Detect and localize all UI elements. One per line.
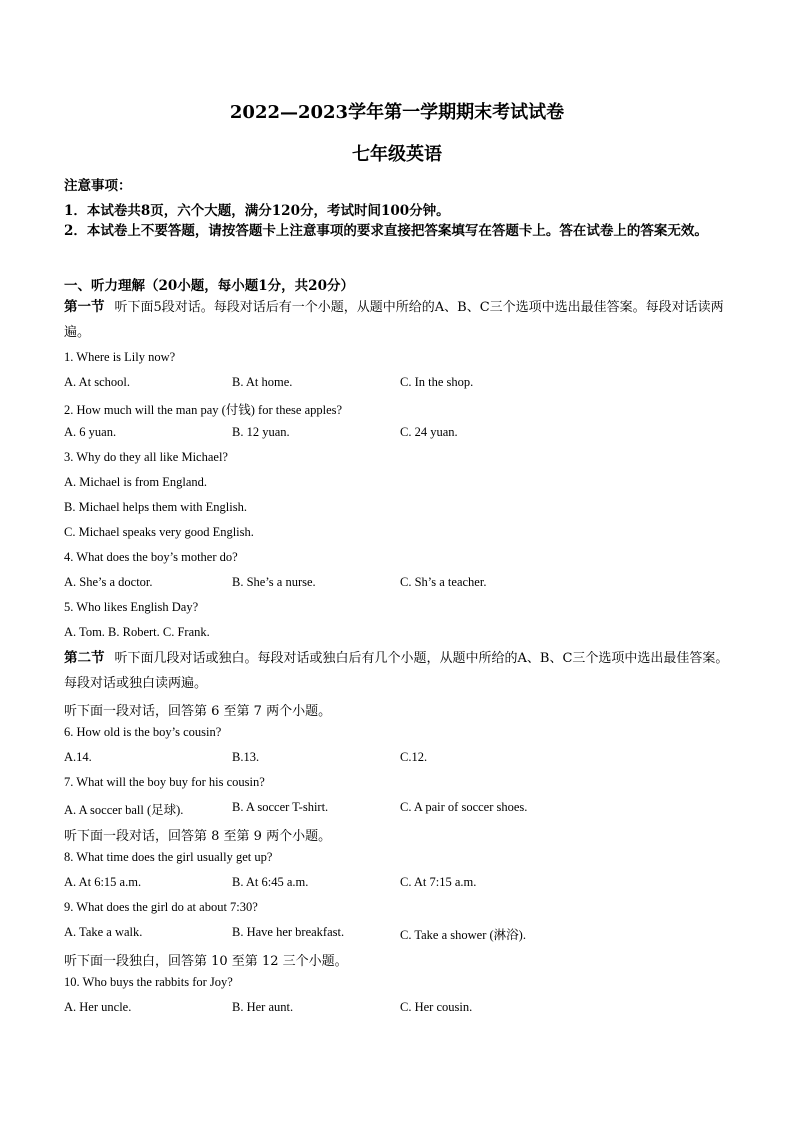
notes-item-1: 1．本试卷共8页，六个大题，满分120分，考试时间100分钟。	[64, 203, 450, 219]
q4-option-b: B. She’s a nurse.	[232, 575, 316, 589]
q9-option-a: A. Take a walk.	[64, 925, 143, 939]
q3-option-b: B. Michael helps them with English.	[64, 500, 247, 514]
question-2: 2. How much will the man pay (付钱) for these apples?	[64, 403, 343, 417]
question-1: 1. Where is Lily now?	[64, 350, 176, 364]
q1-option-b: B. At home.	[232, 375, 293, 389]
q2-option-c: C. 24 yuan.	[400, 425, 458, 439]
q4-option-a: A. She’s a doctor.	[64, 575, 153, 589]
q6-option-c: C.12.	[400, 750, 428, 764]
q3-option-c: C. Michael speaks very good English.	[64, 525, 254, 539]
q7-option-a: A. A soccer ball (足球).	[64, 803, 184, 817]
question-5: 5. Who likes English Day?	[64, 600, 199, 614]
q7-option-b: B. A soccer T-shirt.	[232, 800, 329, 814]
notes-item-2: 2．本试卷上不要答题，请按答题卡上注意事项的要求直接把答案填写在答题卡上。答在试卷上的答案无效。	[64, 223, 708, 239]
question-9: 9. What does the girl do at about 7:30?	[64, 900, 258, 914]
notes-heading: 注意事项：	[64, 178, 132, 194]
section1-instruction	[64, 295, 732, 345]
q1-option-c: C. In the shop.	[400, 375, 474, 389]
q10-option-b: B. Her aunt.	[232, 1000, 294, 1014]
section1-text: 听下面5段对话。每段对话后有一个小题，从题中所给的A、B、C三个选项中选出最佳答案。每段对话读两遍。	[64, 300, 724, 340]
q3-option-a: A. Michael is from England.	[64, 475, 208, 489]
q5-options: A. Tom. B. Robert. C. Frank.	[64, 625, 210, 639]
lead-q8-9: 听下面一段对话，回答第 8 至第 9 两个小题。	[64, 829, 332, 844]
question-7: 7. What will the boy buy for his cousin?	[64, 775, 265, 789]
question-6: 6. How old is the boy’s cousin?	[64, 725, 222, 739]
section2-label: 第二节	[64, 650, 105, 666]
q8-option-a: A. At 6:15 a.m.	[64, 875, 142, 889]
section1-label: 第一节	[64, 299, 105, 315]
section2-text: 听下面几段对话或独白。每段对话或独白后有几个小题，从题中所给的A、B、C三个选项中选出最佳答案。每段对话或独白读两遍。	[64, 651, 729, 691]
q6-option-b: B.13.	[232, 750, 260, 764]
q10-option-a: A. Her uncle.	[64, 1000, 132, 1014]
q4-option-c: C. Sh’s a teacher.	[400, 575, 487, 589]
q9-option-c: C. Take a shower (淋浴).	[400, 928, 526, 942]
part1-heading: 一、听力理解（20小题，每小题1分，共20分）	[64, 278, 354, 294]
q8-option-b: B. At 6:45 a.m.	[232, 875, 309, 889]
exam-title: 2022—2023学年第一学期期末考试试卷	[229, 102, 565, 123]
question-10: 10. Who buys the rabbits for Joy?	[64, 975, 233, 989]
q2-option-a: A. 6 yuan.	[64, 425, 117, 439]
question-4: 4. What does the boy’s mother do?	[64, 550, 238, 564]
q10-option-c: C. Her cousin.	[400, 1000, 473, 1014]
section2-instruction	[64, 646, 732, 696]
q1-option-a: A. At school.	[64, 375, 130, 389]
q7-option-c: C. A pair of soccer shoes.	[400, 800, 528, 814]
question-3: 3. Why do they all like Michael?	[64, 450, 228, 464]
lead-q6-7: 听下面一段对话，回答第 6 至第 7 两个小题。	[64, 704, 332, 719]
question-8: 8. What time does the girl usually get up?	[64, 850, 273, 864]
q8-option-c: C. At 7:15 a.m.	[400, 875, 477, 889]
q2-option-b: B. 12 yuan.	[232, 425, 290, 439]
exam-subtitle: 七年级英语	[352, 144, 442, 165]
q9-option-b: B. Have her breakfast.	[232, 925, 345, 939]
lead-q10-12: 听下面一段独白，回答第 10 至第 12 三个小题。	[64, 954, 348, 969]
q6-option-a: A.14.	[64, 750, 92, 764]
